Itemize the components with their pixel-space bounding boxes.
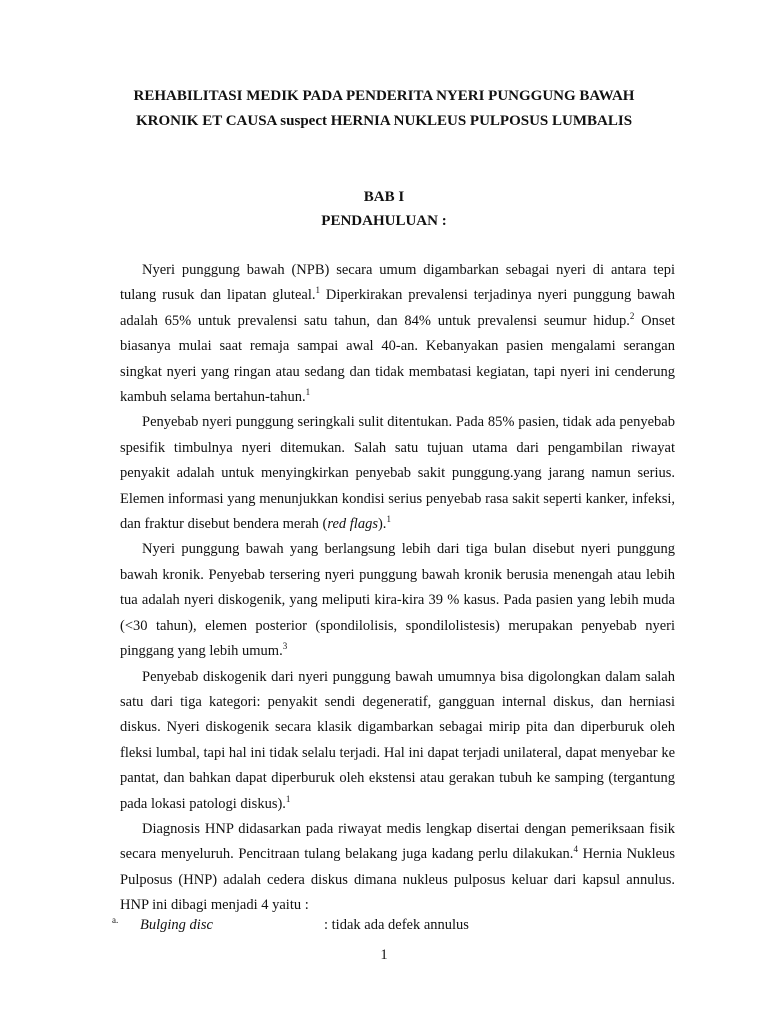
footnote-ref: 4	[573, 844, 578, 855]
footnote-ref: 1	[386, 514, 391, 525]
p1-text-b: Diperkirakan prevalensi terjadinya nyeri punggung bawah adalah 65% untuk prevalensi satu tahun, dan 84% untuk prevalensi seumur hidup.	[120, 287, 675, 329]
p2-text-b: ).	[377, 516, 387, 533]
list-marker: a.	[112, 915, 119, 925]
list-item	[112, 917, 672, 939]
paragraph-2	[120, 410, 675, 537]
footnote-ref: 1	[285, 793, 291, 804]
body-text	[120, 258, 675, 919]
document-title-line-2	[0, 113, 768, 130]
p5-text-a: Diagnosis HNP didasarkan pada riwayat medis lengkap disertai dengan pemeriksaan fisik secara menyeluruh. Pencitraan tulang belakang juga kadang perlu dilakukan.	[120, 820, 675, 863]
footnote-ref: 2	[629, 310, 635, 321]
paragraph-3	[120, 537, 675, 664]
p2-text-a: Penyebab nyeri punggung seringkali sulit ditentukan. Pada 85% pasien, tidak ada penyebab spesifik timbulnya nyeri ditemukan. Salah satu tujuan utama dari pengambilan riwayat penyakit adalah untuk menyingkirkan penyebab sakit punggung.yang jarang namun serius. Elemen informasi yang menunjukkan kondisi serius penyebab rasa sakit seperti kanker, infeksi, dan fraktur disebut bendera merah (	[120, 414, 675, 533]
p1-text-c: Onset biasanya mulai saat remaja sampai awal 40-an. Kebanyakan pasien mengalami serangan singkat nyeri yang ringan atau sedang dan tidak membatasi kegiatan, tapi nyeri ini cenderung kambuh selama bertahun-tahun.	[120, 312, 675, 406]
list-term: Bulging disc	[140, 917, 213, 933]
footnote-ref: 3	[282, 641, 288, 652]
chapter-number: BAB I	[363, 189, 405, 205]
paragraph-1	[120, 258, 675, 410]
list-description: : tidak ada defek annulus	[324, 917, 469, 933]
title-text-2b: suspect	[280, 113, 327, 129]
title-text-2c: HERNIA NUKLEUS PULPOSUS LUMBALIS	[326, 113, 633, 129]
title-text-1: REHABILITASI MEDIK PADA PENDERITA NYERI PUNGGUNG BAWAH	[133, 88, 635, 104]
paragraph-4	[120, 665, 675, 817]
chapter-title: PENDAHULUAN :	[321, 213, 447, 229]
p2-italic: red flags	[327, 516, 378, 533]
p3-text-a: Nyeri punggung bawah yang berlangsung lebih dari tiga bulan disebut nyeri punggung bawah kronik. Penyebab tersering nyeri punggung bawah kronik berusia menengah atau lebih tua adalah nyeri diskogenik, yang meliputi kira-kira 39 % kasus. Pada pasien yang lebih muda (<30 tahun), elemen posterior (spondilolisis, spondilolistesis) merupakan penyebab nyeri pinggang yang lebih umum.	[120, 541, 675, 660]
footnote-ref: 1	[315, 285, 320, 296]
page-number: 1	[380, 947, 388, 963]
title-text-2a: KRONIK ET CAUSA	[135, 113, 281, 129]
document-title-line-1	[0, 88, 768, 105]
p1-text-a: Nyeri punggung bawah (NPB) secara umum digambarkan sebagai nyeri di antara tepi tulang rusuk dan lipatan gluteal.	[120, 262, 675, 304]
p4-text-a: Penyebab diskogenik dari nyeri punggung bawah umumnya bisa digolongkan dalam salah satu dari tiga kategori: penyakit sendi degeneratif, gangguan internal diskus, dan herniasi diskus. Nyeri diskogenik secara klasik digambarkan sebagai mirip pita dan diperburuk oleh fleksi lumbal, tapi hal ini tidak selalu terjadi. Hal ini dapat terjadi unilateral, dapat menyebar ke pantat, dan bahkan dapat diperburuk oleh ekstensi atau gerakan tubuh ke samping (tergantung pada lokasi patologi diskus).	[120, 668, 675, 812]
footnote-ref: 1	[305, 387, 311, 398]
p5-text-b: Hernia Nukleus Pulposus (HNP) adalah cedera diskus dimana nukleus pulposus keluar dari kapsul annulus. HNP ini dibagi menjadi 4 yaitu :	[120, 846, 675, 914]
paragraph-5	[120, 817, 675, 919]
